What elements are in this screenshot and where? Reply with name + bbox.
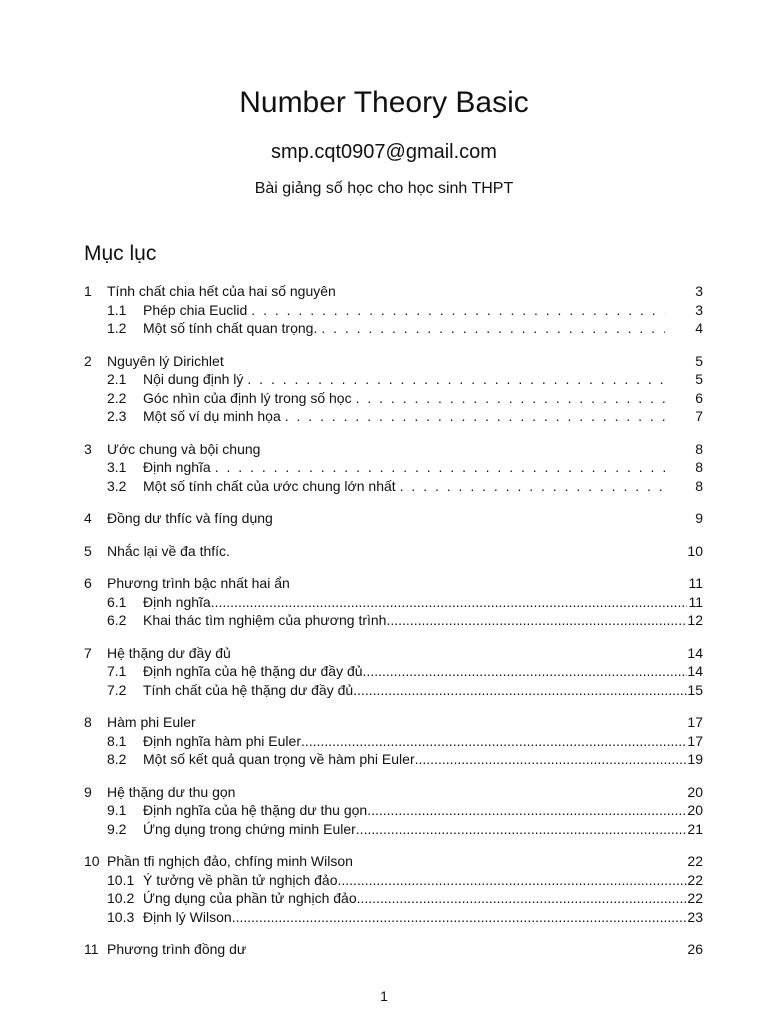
toc-entry[interactable] [84, 783, 703, 802]
toc-section [84, 940, 703, 959]
toc-subentry-title: Nội dung định lý [143, 371, 244, 387]
toc-subentry-number: 9.1 [107, 802, 127, 818]
toc-entry-number: 11 [84, 941, 99, 957]
toc-subentry-number: 9.2 [107, 820, 127, 837]
toc-subentry-number: 6.1 [107, 593, 127, 610]
toc-section [84, 574, 703, 630]
toc-subentry-page: 8 [695, 459, 703, 475]
toc-section [84, 440, 703, 496]
toc-subentry-number: 10.1 [107, 871, 135, 888]
toc-subentry[interactable] [84, 681, 703, 700]
toc-subentry-page: 17 [687, 732, 703, 749]
toc-subentry-page: 14 [687, 663, 703, 679]
toc-entry[interactable] [84, 713, 703, 732]
toc-subentry-page: 22 [687, 890, 703, 906]
toc-heading: Mục lục [84, 242, 157, 265]
toc-subentry-number: 2.1 [107, 371, 127, 387]
dot-leader [338, 871, 688, 890]
toc-subentry-title: Tính chất của hệ thặng dư đầy đủ [143, 681, 354, 698]
dot-leader [211, 593, 687, 612]
toc-subentry-title: Một số tính chất quan trọng. [143, 320, 318, 336]
toc-entry-page: 22 [687, 853, 703, 869]
toc-subentry[interactable] [84, 889, 703, 908]
toc-subentry-number: 10.2 [107, 890, 135, 906]
toc-entry-number: 5 [84, 542, 92, 559]
toc-subentry-page: 11 [688, 593, 703, 610]
toc-entry[interactable] [84, 644, 703, 663]
page-number: 1 [380, 988, 388, 1004]
toc-entry-page: 11 [688, 575, 703, 591]
toc-subentry-page: 19 [687, 751, 703, 767]
table-of-contents [84, 282, 703, 973]
toc-subentry[interactable] [84, 820, 703, 839]
toc-entry[interactable] [84, 352, 703, 371]
toc-subentry-number: 2.3 [107, 408, 127, 424]
toc-subentry-page: 7 [695, 408, 703, 424]
toc-subentry[interactable] [84, 611, 703, 630]
dot-leader [232, 908, 687, 927]
toc-entry-title: Ước chung và bội chung [107, 440, 261, 457]
toc-entry-page: 9 [695, 510, 703, 526]
toc-subentry-title: Định nghĩa [143, 459, 211, 475]
toc-entry-page: 10 [687, 542, 703, 559]
toc-section [84, 542, 703, 561]
toc-subentry-title: Một số ví dụ minh họa [143, 408, 281, 424]
toc-entry-title: Hệ thặng dư thu gọn [107, 783, 236, 800]
toc-subentry-number: 1.2 [107, 320, 127, 336]
toc-entry-number: 10 [84, 853, 100, 869]
toc-entry-page: 3 [695, 283, 703, 299]
toc-subentry-page: 21 [687, 820, 703, 837]
toc-subentry[interactable] [84, 458, 703, 477]
toc-subentry-page: 12 [687, 612, 703, 628]
toc-entry[interactable] [84, 940, 703, 959]
toc-entry[interactable] [84, 574, 703, 593]
toc-entry-number: 4 [84, 510, 92, 526]
document-title: Number Theory Basic [239, 86, 529, 119]
toc-entry-page: 8 [695, 440, 703, 457]
toc-subentry-page: 20 [687, 802, 703, 818]
toc-entry-title: Nguyên lý Dirichlet [107, 352, 224, 369]
toc-subentry-number: 1.1 [107, 301, 127, 318]
toc-entry[interactable] [84, 509, 703, 528]
toc-subentry[interactable] [84, 908, 703, 927]
toc-entry-title: Hệ thặng dư đầy đủ [107, 644, 231, 661]
toc-entry[interactable] [84, 852, 703, 871]
toc-entry-title: Hàm phi Euler [107, 714, 196, 730]
toc-subentry-title: Định nghĩa [143, 593, 211, 610]
toc-entry-page: 17 [687, 714, 703, 730]
toc-subentry-number: 8.2 [107, 751, 127, 767]
toc-subentry[interactable] [84, 750, 703, 769]
dot-leader [353, 681, 687, 700]
toc-subentry-title: Định lý Wilson [143, 908, 232, 925]
toc-subentry-title: Ý tưởng về phần tử nghịch đảo [143, 871, 338, 888]
toc-subentry[interactable] [84, 593, 703, 612]
dot-leader [301, 732, 687, 751]
toc-entry-page: 14 [687, 644, 703, 661]
toc-section [84, 644, 703, 700]
toc-subentry[interactable] [84, 370, 703, 389]
toc-subentry[interactable] [84, 871, 703, 890]
toc-subentry-number: 7.1 [107, 663, 127, 679]
toc-subentry-title: Định nghĩa hàm phi Euler [143, 732, 301, 749]
toc-subentry[interactable] [84, 389, 703, 408]
toc-section [84, 509, 703, 528]
toc-subentry-page: 8 [695, 477, 703, 494]
toc-entry[interactable] [84, 282, 703, 301]
dot-leader [247, 301, 665, 320]
author-email: smp.cqt0907@gmail.com [271, 141, 497, 163]
toc-subentry-number: 6.2 [107, 612, 127, 628]
toc-subentry-title: Một số tính chất của ước chung lớn nhất [143, 477, 396, 494]
toc-subentry-number: 3.1 [107, 459, 127, 475]
toc-subentry-number: 3.2 [107, 477, 127, 494]
toc-entry-number: 2 [84, 352, 92, 369]
dot-leader [243, 370, 665, 389]
dot-leader [396, 477, 665, 496]
toc-subentry-title: Phép chia Euclid [143, 301, 248, 318]
toc-entry-number: 3 [84, 440, 92, 457]
toc-section [84, 783, 703, 839]
dot-leader [281, 407, 665, 426]
toc-subentry-number: 7.2 [107, 681, 127, 698]
dot-leader [367, 801, 687, 820]
toc-entry-page: 20 [687, 783, 703, 800]
dot-leader [386, 611, 687, 630]
toc-entry-page: 5 [695, 352, 703, 369]
toc-entry-title: Tính chất chia hết của hai số nguyên [107, 283, 336, 299]
toc-subentry-title: Khai thác tìm nghiệm của phương trình [143, 612, 387, 628]
toc-subentry-title: Định nghĩa của hệ thặng dư đầy đủ [143, 663, 363, 679]
toc-subentry[interactable] [84, 732, 703, 751]
toc-entry-title: Phương trình bậc nhất hai ẩn [107, 575, 290, 591]
toc-entry-number: 7 [84, 644, 92, 661]
toc-subentry-page: 4 [695, 320, 703, 336]
toc-entry-number: 1 [84, 283, 92, 299]
toc-subentry-title: Định nghĩa của hệ thặng dư thu gọn [143, 802, 368, 818]
toc-entry-title: Nhắc lại về đa thfíc. [107, 542, 230, 559]
toc-subentry-number: 2.2 [107, 389, 127, 406]
toc-section [84, 282, 703, 338]
dot-leader [356, 820, 687, 839]
dot-leader [357, 889, 687, 908]
toc-subentry-title: Ứng dụng của phần tử nghịch đảo [143, 890, 357, 906]
toc-entry-number: 8 [84, 714, 92, 730]
toc-subentry-page: 5 [695, 371, 703, 387]
toc-subentry-number: 8.1 [107, 732, 127, 749]
toc-subentry[interactable] [84, 301, 703, 320]
dot-leader [352, 389, 665, 408]
toc-entry-title: Phần tfi nghịch đảo, chfíng minh Wilson [107, 853, 353, 869]
toc-subentry[interactable] [84, 801, 703, 820]
toc-subentry-title: Một số kết quả quan trọng về hàm phi Euler [143, 751, 415, 767]
toc-section [84, 713, 703, 769]
toc-entry-title: Phương trình đồng dư [107, 941, 247, 957]
dot-leader [211, 458, 665, 477]
toc-subentry-title: Góc nhìn của định lý trong số học [143, 389, 352, 406]
toc-subentry[interactable] [84, 662, 703, 681]
toc-subentry[interactable] [84, 319, 703, 338]
toc-subentry-page: 15 [687, 681, 703, 698]
toc-subentry-page: 22 [687, 871, 703, 888]
toc-subentry-page: 23 [687, 908, 703, 925]
dot-leader [415, 750, 687, 769]
toc-entry-number: 9 [84, 783, 92, 800]
toc-entry-number: 6 [84, 575, 92, 591]
toc-entry-page: 26 [687, 941, 703, 957]
toc-subentry[interactable] [84, 477, 703, 496]
toc-entry[interactable] [84, 542, 703, 561]
toc-subentry-page: 6 [695, 389, 703, 406]
toc-entry[interactable] [84, 440, 703, 459]
toc-subentry-page: 3 [695, 301, 703, 318]
toc-section [84, 352, 703, 426]
dot-leader [363, 662, 687, 681]
document-subtitle: Bài giảng số học cho học sinh THPT [254, 180, 514, 197]
dot-leader [317, 319, 665, 338]
toc-section [84, 852, 703, 926]
toc-entry-title: Đồng dư thfíc và fíng dụng [107, 510, 273, 526]
toc-subentry-number: 10.3 [107, 908, 135, 925]
toc-subentry[interactable] [84, 407, 703, 426]
toc-subentry-title: Ứng dụng trong chứng minh Euler [143, 820, 356, 837]
